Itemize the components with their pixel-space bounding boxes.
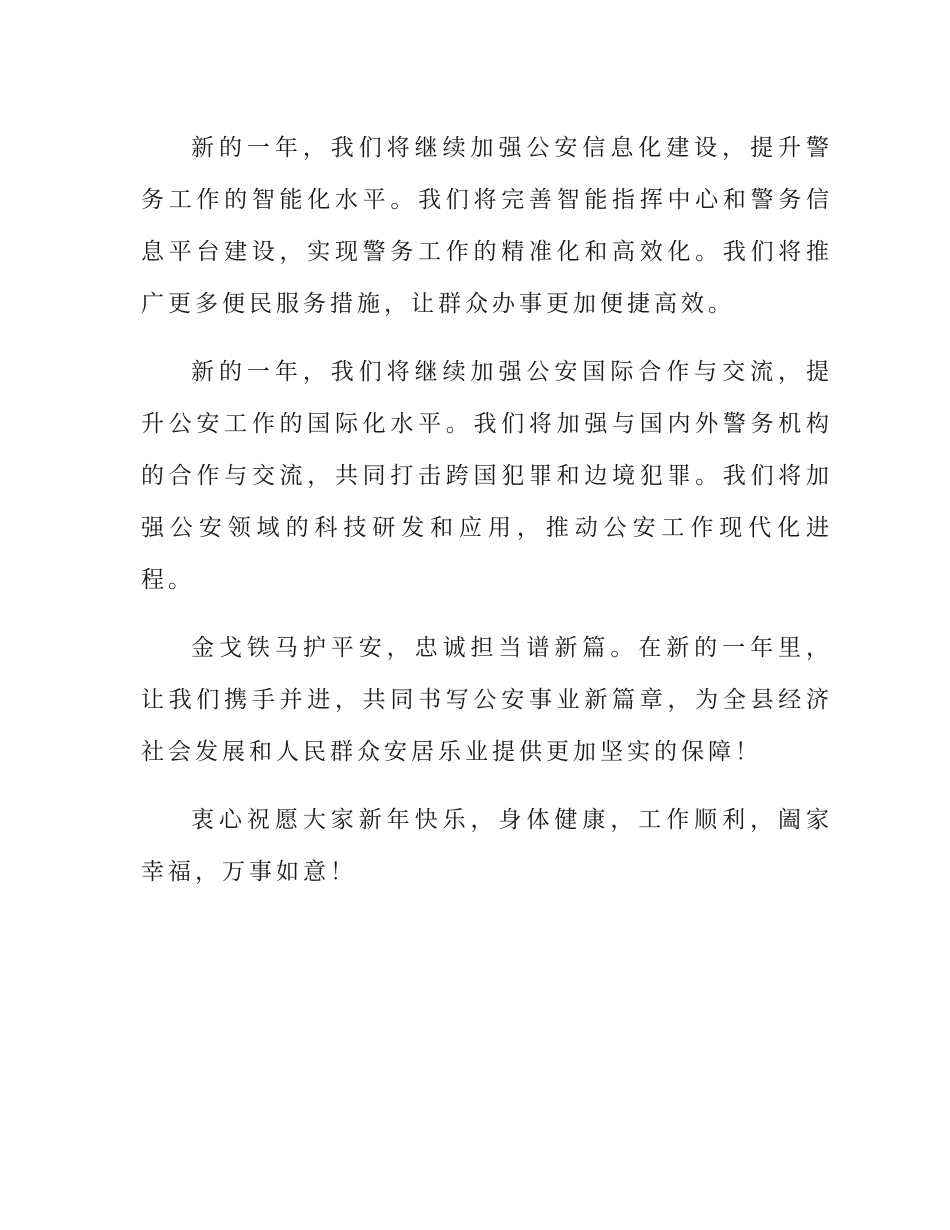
paragraph-new-year-wishes: 衷心祝愿大家新年快乐，身体健康，工作顺利，阖家幸福，万事如意！ [141,807,833,885]
paragraph-informatization: 新的一年，我们将继续加强公安信息化建设，提升警务工作的智能化水平。我们将完善智能指挥中心和警务信息平台建设，实现警务工作的精准化和高效化。我们将推广更多便民服务措施，让群众办事更加便捷高效。 [141,135,833,317]
document-body [141,122,833,914]
paragraph-international-cooperation: 新的一年，我们将继续加强公安国际合作与交流，提升公安工作的国际化水平。我们将加强与国内外警务机构的合作与交流，共同打击跨国犯罪和边境犯罪。我们将加强公安领域的科技研发和应用，推动公安工作现代化进程。 [141,359,833,593]
paragraph-closing-pledge: 金戈铁马护平安，忠诚担当谱新篇。在新的一年里，让我们携手并进，共同书写公安事业新篇章，为全县经济社会发展和人民群众安居乐业提供更加坚实的保障！ [141,635,833,765]
